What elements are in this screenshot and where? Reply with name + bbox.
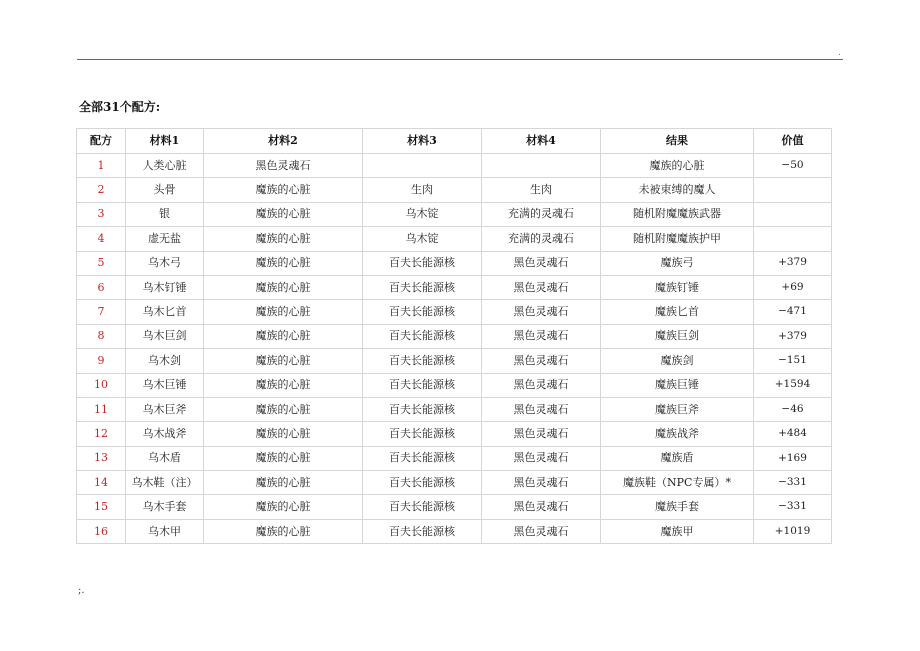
value-cell — [754, 227, 832, 251]
material-4-cell: 黑色灵魂石 — [482, 397, 601, 421]
material-2-cell: 魔族的心脏 — [204, 275, 363, 299]
material-4-cell: 黑色灵魂石 — [482, 324, 601, 348]
material-3-cell: 百夫长能源核 — [363, 275, 482, 299]
material-3-cell: 百夫长能源核 — [363, 397, 482, 421]
value-cell — [754, 178, 832, 202]
value-cell: −46 — [754, 397, 832, 421]
table-row — [77, 471, 832, 495]
material-3-cell: 百夫长能源核 — [363, 300, 482, 324]
table-row — [77, 446, 832, 470]
col-header-result: 结果 — [601, 129, 754, 154]
result-cell: 魔族的心脏 — [601, 154, 754, 178]
material-1-cell: 乌木巨锤 — [126, 373, 204, 397]
recipe-id-cell: 2 — [77, 178, 126, 202]
material-3-cell: 百夫长能源核 — [363, 349, 482, 373]
material-3-cell: 百夫长能源核 — [363, 471, 482, 495]
recipe-id-cell: 9 — [77, 349, 126, 373]
table-row — [77, 178, 832, 202]
table-row — [77, 202, 832, 226]
material-4-cell: 黑色灵魂石 — [482, 471, 601, 495]
table-row — [77, 251, 832, 275]
material-2-cell: 魔族的心脏 — [204, 227, 363, 251]
table-row — [77, 422, 832, 446]
material-1-cell: 虚无盐 — [126, 227, 204, 251]
table-row — [77, 154, 832, 178]
table-row — [77, 300, 832, 324]
value-cell: −331 — [754, 471, 832, 495]
value-cell: +1019 — [754, 519, 832, 543]
result-cell: 魔族巨锤 — [601, 373, 754, 397]
recipe-id-cell: 12 — [77, 422, 126, 446]
recipe-table-body — [77, 154, 832, 544]
material-2-cell: 魔族的心脏 — [204, 373, 363, 397]
table-row — [77, 519, 832, 543]
material-4-cell: 黑色灵魂石 — [482, 519, 601, 543]
result-cell: 魔族盾 — [601, 446, 754, 470]
col-header-material-1: 材料1 — [126, 129, 204, 154]
result-cell: 魔族匕首 — [601, 300, 754, 324]
footer-mark: ;. — [78, 585, 85, 596]
value-cell: +379 — [754, 251, 832, 275]
material-1-cell: 乌木匕首 — [126, 300, 204, 324]
value-cell — [754, 202, 832, 226]
material-2-cell: 魔族的心脏 — [204, 178, 363, 202]
material-1-cell: 乌木巨剑 — [126, 324, 204, 348]
value-cell: +379 — [754, 324, 832, 348]
material-3-cell: 乌木锭 — [363, 202, 482, 226]
material-4-cell: 黑色灵魂石 — [482, 349, 601, 373]
material-2-cell: 魔族的心脏 — [204, 495, 363, 519]
material-1-cell: 乌木盾 — [126, 446, 204, 470]
table-row — [77, 373, 832, 397]
material-3-cell: 乌木锭 — [363, 227, 482, 251]
result-cell: 未被束缚的魔人 — [601, 178, 754, 202]
material-2-cell: 魔族的心脏 — [204, 324, 363, 348]
material-3-cell: 百夫长能源核 — [363, 519, 482, 543]
material-1-cell: 乌木巨斧 — [126, 397, 204, 421]
material-3-cell: 百夫长能源核 — [363, 251, 482, 275]
value-cell: −151 — [754, 349, 832, 373]
corner-dot: . — [838, 48, 841, 58]
result-cell: 魔族手套 — [601, 495, 754, 519]
material-3-cell: 百夫长能源核 — [363, 324, 482, 348]
value-cell: +1594 — [754, 373, 832, 397]
value-cell: +69 — [754, 275, 832, 299]
table-row — [77, 324, 832, 348]
material-4-cell: 充满的灵魂石 — [482, 227, 601, 251]
material-1-cell: 头骨 — [126, 178, 204, 202]
recipe-id-cell: 4 — [77, 227, 126, 251]
col-header-material-3: 材料3 — [363, 129, 482, 154]
material-1-cell: 乌木鞋（注） — [126, 471, 204, 495]
table-caption: 全部31个配方: — [79, 100, 161, 114]
table-row — [77, 349, 832, 373]
col-header-material-2: 材料2 — [204, 129, 363, 154]
material-3-cell: 百夫长能源核 — [363, 422, 482, 446]
table-row — [77, 397, 832, 421]
table-header-row — [77, 129, 832, 154]
material-2-cell: 魔族的心脏 — [204, 397, 363, 421]
result-cell: 随机附魔魔族武器 — [601, 202, 754, 226]
material-1-cell: 乌木手套 — [126, 495, 204, 519]
recipe-id-cell: 16 — [77, 519, 126, 543]
material-4-cell: 黑色灵魂石 — [482, 251, 601, 275]
value-cell: +169 — [754, 446, 832, 470]
material-2-cell: 魔族的心脏 — [204, 446, 363, 470]
recipe-id-cell: 1 — [77, 154, 126, 178]
material-1-cell: 乌木甲 — [126, 519, 204, 543]
material-1-cell: 乌木弓 — [126, 251, 204, 275]
material-3-cell: 百夫长能源核 — [363, 446, 482, 470]
value-cell: −331 — [754, 495, 832, 519]
material-3-cell: 百夫长能源核 — [363, 495, 482, 519]
result-cell: 魔族弓 — [601, 251, 754, 275]
material-2-cell: 魔族的心脏 — [204, 519, 363, 543]
table-row — [77, 495, 832, 519]
recipe-id-cell: 14 — [77, 471, 126, 495]
material-4-cell: 充满的灵魂石 — [482, 202, 601, 226]
header-rule — [77, 59, 843, 60]
material-2-cell: 魔族的心脏 — [204, 251, 363, 275]
table-row — [77, 275, 832, 299]
col-header-material-4: 材料4 — [482, 129, 601, 154]
result-cell: 魔族战斧 — [601, 422, 754, 446]
value-cell: −471 — [754, 300, 832, 324]
material-4-cell: 生肉 — [482, 178, 601, 202]
material-1-cell: 人类心脏 — [126, 154, 204, 178]
result-cell: 魔族鞋（NPC专属）* — [601, 471, 754, 495]
col-header-value: 价值 — [754, 129, 832, 154]
recipe-id-cell: 6 — [77, 275, 126, 299]
material-3-cell: 生肉 — [363, 178, 482, 202]
material-2-cell: 黑色灵魂石 — [204, 154, 363, 178]
material-3-cell: 百夫长能源核 — [363, 373, 482, 397]
table-row — [77, 227, 832, 251]
result-cell: 随机附魔魔族护甲 — [601, 227, 754, 251]
material-1-cell: 银 — [126, 202, 204, 226]
material-4-cell: 黑色灵魂石 — [482, 275, 601, 299]
material-2-cell: 魔族的心脏 — [204, 349, 363, 373]
material-2-cell: 魔族的心脏 — [204, 471, 363, 495]
material-4-cell: 黑色灵魂石 — [482, 495, 601, 519]
recipe-id-cell: 3 — [77, 202, 126, 226]
material-3-cell — [363, 154, 482, 178]
recipe-id-cell: 7 — [77, 300, 126, 324]
material-2-cell: 魔族的心脏 — [204, 202, 363, 226]
recipe-id-cell: 11 — [77, 397, 126, 421]
material-1-cell: 乌木钉锤 — [126, 275, 204, 299]
value-cell: +484 — [754, 422, 832, 446]
material-1-cell: 乌木战斧 — [126, 422, 204, 446]
recipe-id-cell: 5 — [77, 251, 126, 275]
material-4-cell: 黑色灵魂石 — [482, 373, 601, 397]
result-cell: 魔族巨剑 — [601, 324, 754, 348]
recipe-table — [76, 128, 832, 544]
result-cell: 魔族巨斧 — [601, 397, 754, 421]
col-header-recipe: 配方 — [77, 129, 126, 154]
result-cell: 魔族剑 — [601, 349, 754, 373]
result-cell: 魔族甲 — [601, 519, 754, 543]
material-2-cell: 魔族的心脏 — [204, 300, 363, 324]
result-cell: 魔族钉锤 — [601, 275, 754, 299]
recipe-id-cell: 8 — [77, 324, 126, 348]
material-2-cell: 魔族的心脏 — [204, 422, 363, 446]
recipe-id-cell: 15 — [77, 495, 126, 519]
material-4-cell: 黑色灵魂石 — [482, 422, 601, 446]
material-1-cell: 乌木剑 — [126, 349, 204, 373]
recipe-id-cell: 13 — [77, 446, 126, 470]
material-4-cell: 黑色灵魂石 — [482, 446, 601, 470]
material-4-cell — [482, 154, 601, 178]
value-cell: −50 — [754, 154, 832, 178]
material-4-cell: 黑色灵魂石 — [482, 300, 601, 324]
recipe-id-cell: 10 — [77, 373, 126, 397]
